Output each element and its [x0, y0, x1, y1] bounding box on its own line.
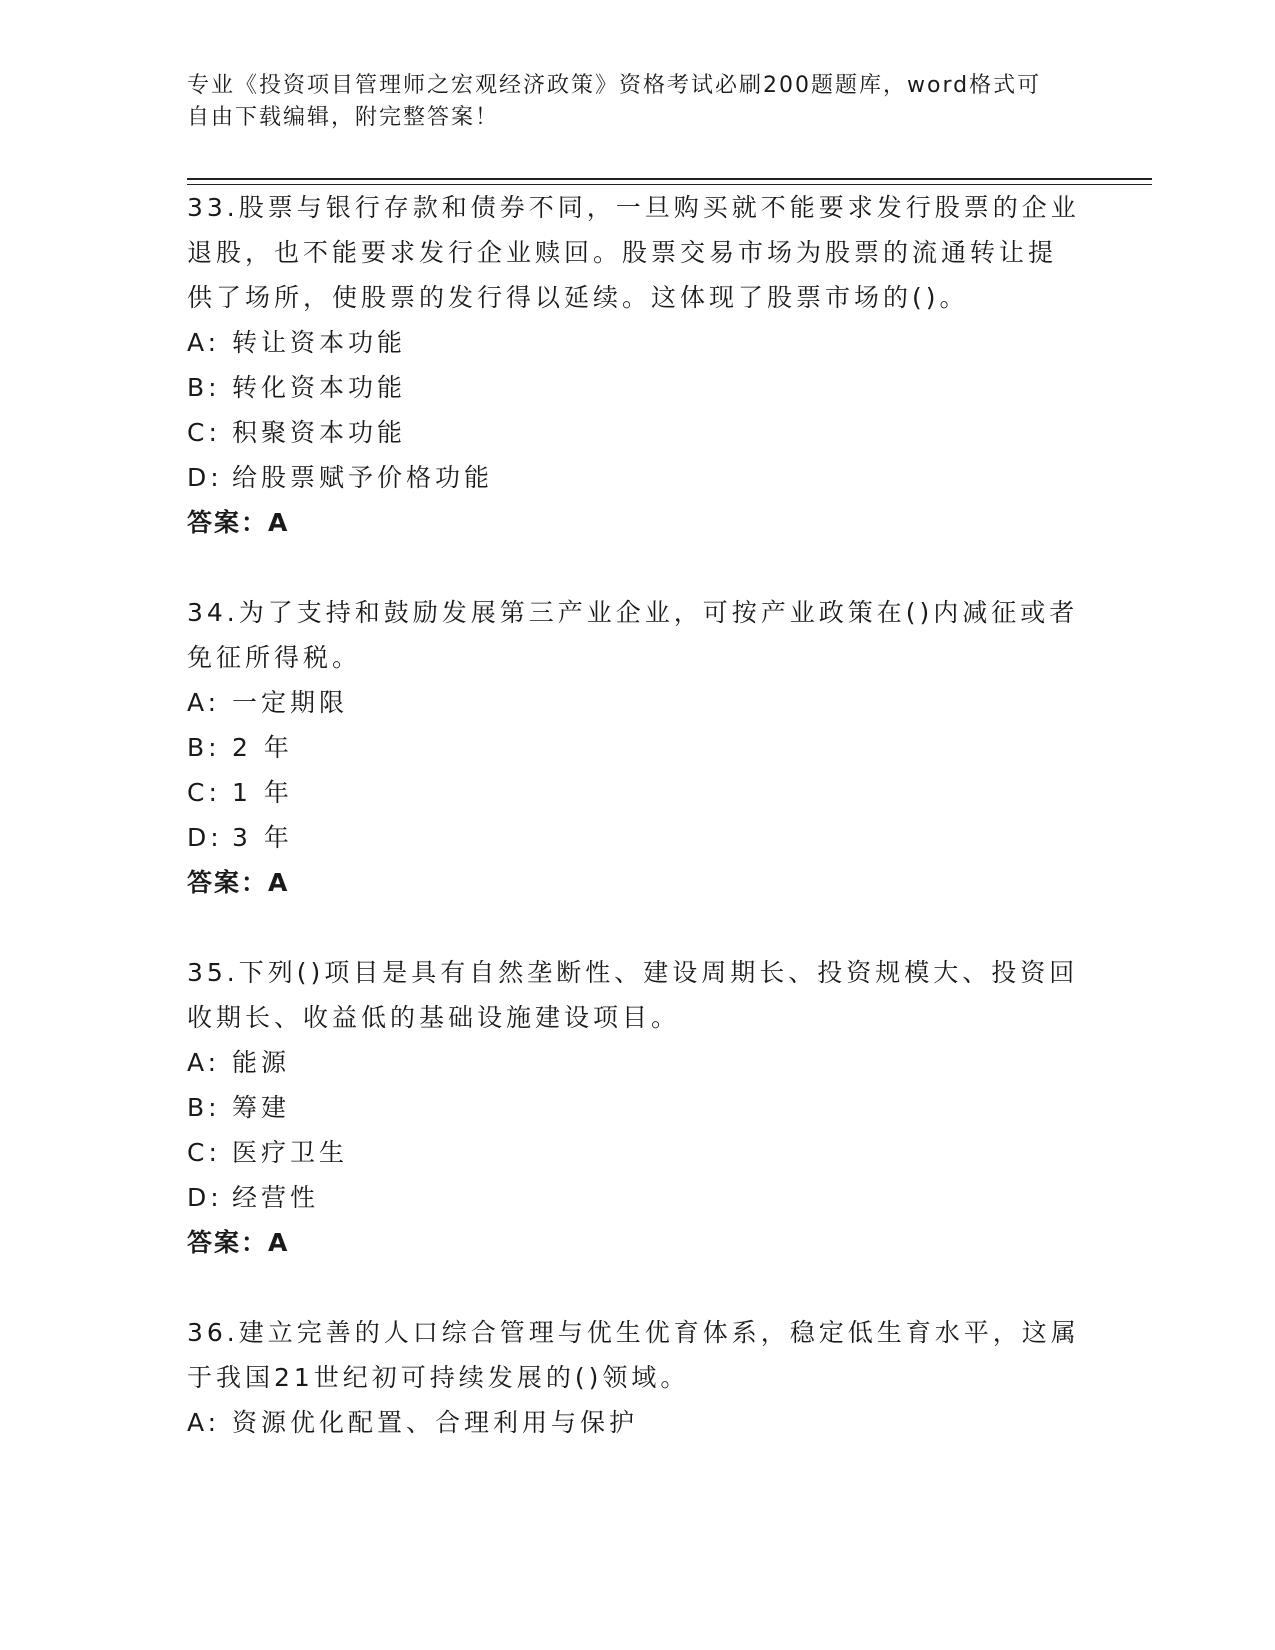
- stem-line: 34.为了支持和鼓励发展第三产业企业，可按产业政策在()内减征或者: [187, 598, 1079, 627]
- option-key: A:: [187, 1048, 221, 1077]
- option-b: [187, 1085, 1067, 1130]
- question-block: [187, 185, 1080, 545]
- option-text: 筹建: [232, 1093, 291, 1122]
- stem-line: 33.股票与银行存款和债券不同，一旦购买就不能要求发行股票的企业: [187, 193, 1080, 222]
- option-text: 经营性: [232, 1183, 320, 1212]
- question-stem: [187, 590, 1079, 680]
- option-c: [187, 770, 1067, 815]
- question-block: [187, 950, 1079, 1265]
- stem-line: 退股，也不能要求发行企业赎回。股票交易市场为股票的流通转让提: [187, 238, 1058, 267]
- stem-line: 36.建立完善的人口综合管理与优生优育体系，稳定低生育水平，这属: [187, 1318, 1080, 1347]
- option-a: [187, 1040, 1067, 1085]
- option-key: B:: [187, 733, 221, 762]
- option-key: D:: [187, 463, 223, 492]
- option-d: [187, 815, 1067, 860]
- answer-label: 答案：A: [187, 868, 290, 897]
- option-d: [187, 455, 1067, 500]
- question-stem: [187, 1310, 1080, 1400]
- option-key: D:: [187, 1183, 223, 1212]
- option-key: C:: [187, 778, 221, 807]
- document-header: [187, 70, 1067, 134]
- option-c: [187, 410, 1067, 455]
- stem-line: 收期长、收益低的基础设施建设项目。: [187, 1003, 681, 1032]
- header-line: 专业《投资项目管理师之宏观经济政策》资格考试必刷200题题库，word格式可: [187, 73, 1042, 98]
- option-d: [187, 1175, 1067, 1220]
- option-key: C:: [187, 418, 221, 447]
- header-line: 自由下载编辑，附完整答案！: [187, 105, 500, 130]
- option-c: [187, 1130, 1067, 1175]
- stem-line: 于我国21世纪初可持续发展的()领域。: [187, 1363, 690, 1392]
- option-text: 医疗卫生: [232, 1138, 349, 1167]
- question-stem: [187, 950, 1079, 1040]
- option-key: A:: [187, 1408, 221, 1437]
- stem-line: 供了场所，使股票的发行得以延续。这体现了股票市场的()。: [187, 283, 969, 312]
- option-key: A:: [187, 328, 221, 357]
- option-text: 2 年: [232, 733, 293, 762]
- option-text: 积聚资本功能: [232, 418, 407, 447]
- option-text: 转让资本功能: [232, 328, 407, 357]
- option-text: 转化资本功能: [232, 373, 407, 402]
- option-a: [187, 1400, 1067, 1445]
- option-key: B:: [187, 373, 221, 402]
- header-divider: [187, 178, 1152, 180]
- stem-line: 免征所得税。: [187, 643, 362, 672]
- option-key: D:: [187, 823, 223, 852]
- option-a: [187, 320, 1067, 365]
- option-text: 给股票赋予价格功能: [232, 463, 494, 492]
- option-text: 资源优化配置、合理利用与保护: [232, 1408, 639, 1437]
- option-key: C:: [187, 1138, 221, 1167]
- stem-line: 35.下列()项目是具有自然垄断性、建设周期长、投资规模大、投资回: [187, 958, 1079, 987]
- option-key: A:: [187, 688, 221, 717]
- option-text: 一定期限: [232, 688, 349, 717]
- question-block: [187, 590, 1079, 905]
- option-a: [187, 680, 1067, 725]
- option-b: [187, 365, 1067, 410]
- answer-label: 答案：A: [187, 508, 290, 537]
- question-block: [187, 1310, 1080, 1445]
- option-text: 能源: [232, 1048, 291, 1077]
- option-text: 1 年: [232, 778, 293, 807]
- answer-label: 答案：A: [187, 1228, 290, 1257]
- option-text: 3 年: [232, 823, 293, 852]
- option-b: [187, 725, 1067, 770]
- option-key: B:: [187, 1093, 221, 1122]
- question-stem: [187, 185, 1080, 320]
